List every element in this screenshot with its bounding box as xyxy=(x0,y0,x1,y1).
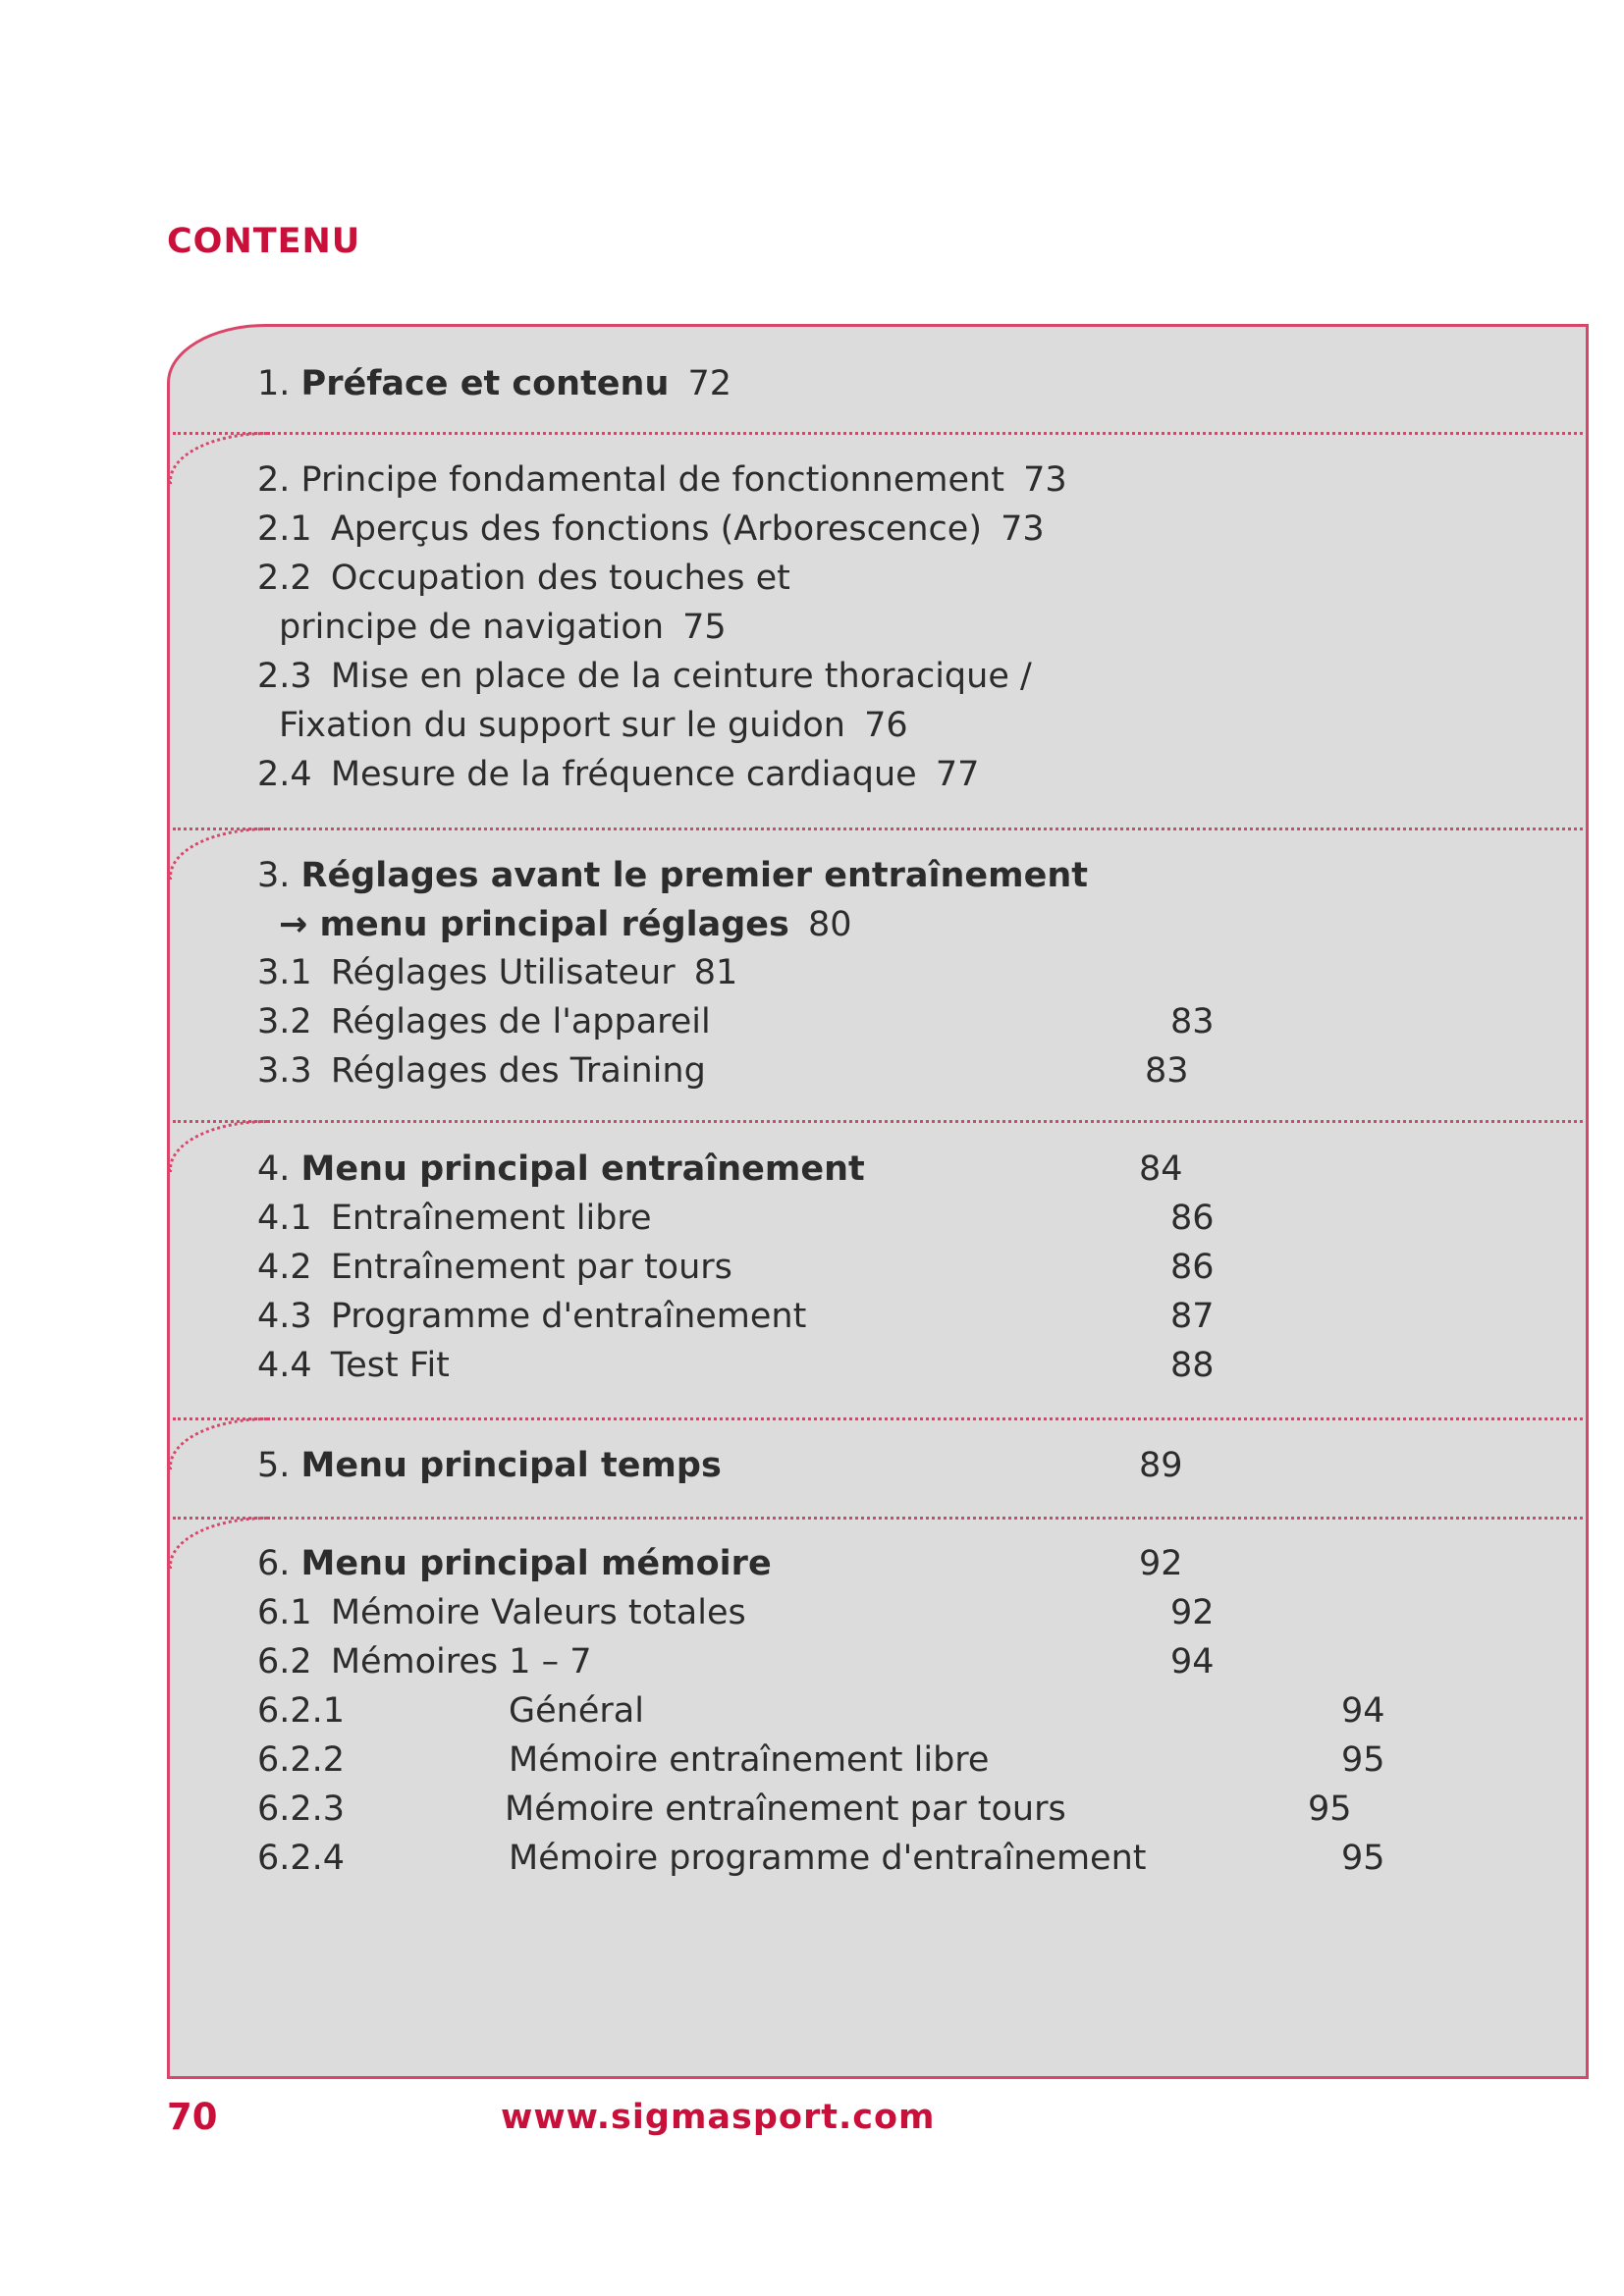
toc-entry-6-2-4-number: 6.2.4 xyxy=(257,1839,346,1878)
section-divider xyxy=(173,1417,1583,1420)
entry-page-3-3: 83 xyxy=(1145,1051,1189,1091)
entry-title: Réglages de l'appareil xyxy=(330,1002,711,1041)
entry-title: Occupation des touches et xyxy=(330,559,790,598)
toc-entry-3-cont[interactable] xyxy=(279,905,852,944)
entry-title: Entraînement par tours xyxy=(330,1248,732,1287)
entry-page: 77 xyxy=(935,755,980,794)
toc-entry-3-1[interactable] xyxy=(257,953,738,992)
entry-title: Entraînement libre xyxy=(330,1199,652,1238)
toc-entry-2-3-cont[interactable] xyxy=(279,706,908,745)
entry-title: Réglages avant le premier entraînement xyxy=(300,856,1088,895)
toc-entry-4-1[interactable] xyxy=(257,1201,652,1236)
entry-number: 6.2 xyxy=(257,1642,312,1682)
entry-title: Test Fit xyxy=(330,1346,450,1385)
section-divider xyxy=(173,432,1583,435)
toc-entry-2-4[interactable] xyxy=(257,755,980,794)
section-divider xyxy=(173,828,1583,830)
toc-entry-1[interactable] xyxy=(257,364,732,403)
entry-page: 75 xyxy=(682,608,727,647)
section-divider xyxy=(173,1517,1583,1520)
toc-entry-5[interactable] xyxy=(257,1446,722,1485)
entry-title: Mise en place de la ceinture thoracique / xyxy=(330,657,1032,696)
toc-entry-6-2-3[interactable]: Mémoire entraînement par tours xyxy=(505,1789,1066,1829)
entry-title: Programme d'entraînement xyxy=(330,1297,807,1336)
section-divider xyxy=(173,1120,1583,1123)
toc-entry-3[interactable] xyxy=(257,856,1088,895)
entry-page-6-2-1: 94 xyxy=(1341,1691,1385,1731)
entry-page-6: 92 xyxy=(1139,1544,1183,1583)
toc-entry-6-2[interactable] xyxy=(257,1642,592,1682)
entry-number: 4.4 xyxy=(257,1346,312,1385)
entry-page-4-3: 87 xyxy=(1170,1297,1215,1336)
entry-page: 73 xyxy=(1001,509,1045,549)
entry-page-6-2: 94 xyxy=(1170,1642,1215,1682)
toc-entry-6-2-1-number: 6.2.1 xyxy=(257,1691,346,1731)
entry-number: 5. xyxy=(257,1446,291,1485)
entry-page-4: 84 xyxy=(1139,1149,1183,1189)
entry-title-cont: principe de navigation xyxy=(279,608,665,647)
entry-page-6-1: 92 xyxy=(1170,1593,1215,1632)
entry-number: 1. xyxy=(257,364,291,403)
entry-number: 3.3 xyxy=(257,1051,312,1091)
entry-page-6-2-3: 95 xyxy=(1308,1789,1352,1829)
entry-page-3-2: 83 xyxy=(1170,1002,1215,1041)
entry-title: Mémoires 1 – 7 xyxy=(330,1642,592,1682)
entry-number: 2.1 xyxy=(257,509,312,549)
toc-entry-6[interactable] xyxy=(257,1544,772,1583)
toc-entry-3-2[interactable] xyxy=(257,1002,711,1041)
entry-number: 4.2 xyxy=(257,1248,312,1287)
toc-entry-2-2-cont[interactable] xyxy=(279,608,727,647)
entry-title: Menu principal entraînement xyxy=(300,1149,865,1189)
entry-number: 4.3 xyxy=(257,1297,312,1336)
toc-entry-4-3[interactable] xyxy=(257,1297,807,1336)
entry-title-cont: → menu principal réglages xyxy=(279,905,789,944)
entry-number: 4.1 xyxy=(257,1199,312,1238)
toc-entry-2-1[interactable] xyxy=(257,509,1045,549)
toc-entry-6-2-1[interactable]: Général xyxy=(509,1691,644,1731)
entry-number: 3.2 xyxy=(257,1002,312,1041)
entry-number: 2. xyxy=(257,460,291,500)
entry-page: 72 xyxy=(687,364,732,403)
entry-title: Mémoire Valeurs totales xyxy=(330,1593,746,1632)
entry-page: 80 xyxy=(808,905,852,944)
page-number: 70 xyxy=(167,2096,218,2138)
toc-entry-2[interactable] xyxy=(257,460,1067,500)
entry-page-6-2-4: 95 xyxy=(1341,1839,1385,1878)
entry-title: Menu principal mémoire xyxy=(300,1544,772,1583)
entry-number: 3. xyxy=(257,856,291,895)
entry-title: Réglages Utilisateur xyxy=(330,953,676,992)
entry-title: Menu principal temps xyxy=(300,1446,722,1485)
entry-page-4-4: 88 xyxy=(1170,1346,1215,1385)
entry-page: 73 xyxy=(1023,460,1067,500)
toc-entry-6-2-4[interactable]: Mémoire programme d'entraînement xyxy=(509,1839,1147,1878)
toc-entry-2-2[interactable] xyxy=(257,561,790,596)
toc-entry-4[interactable] xyxy=(257,1149,865,1189)
entry-number: 6.1 xyxy=(257,1593,312,1632)
entry-page-5: 89 xyxy=(1139,1446,1183,1485)
entry-title: Aperçus des fonctions (Arborescence) xyxy=(330,509,982,549)
toc-entry-2-3[interactable] xyxy=(257,657,1032,696)
entry-title: Réglages des Training xyxy=(330,1051,706,1091)
entry-number: 6. xyxy=(257,1544,291,1583)
entry-number: 2.4 xyxy=(257,755,312,794)
page-title: CONTENU xyxy=(167,222,361,261)
toc-entry-4-4[interactable] xyxy=(257,1346,450,1385)
entry-title: Principe fondamental de fonctionnement xyxy=(300,460,1004,500)
entry-title-cont: Fixation du support sur le guidon xyxy=(279,706,845,745)
entry-number: 3.1 xyxy=(257,953,312,992)
entry-number: 2.3 xyxy=(257,657,312,696)
toc-entry-3-3[interactable] xyxy=(257,1051,706,1091)
toc-entry-6-2-3-number: 6.2.3 xyxy=(257,1789,346,1829)
toc-entry-4-2[interactable] xyxy=(257,1248,732,1287)
entry-title: Préface et contenu xyxy=(300,364,670,403)
entry-page: 76 xyxy=(864,706,908,745)
entry-title: Mesure de la fréquence cardiaque xyxy=(330,755,917,794)
footer-url-link[interactable]: www.sigmasport.com xyxy=(501,2098,936,2137)
toc-entry-6-2-2[interactable]: Mémoire entraînement libre xyxy=(509,1740,990,1780)
entry-number: 2.2 xyxy=(257,559,312,598)
entry-page-4-2: 86 xyxy=(1170,1248,1215,1287)
entry-page-4-1: 86 xyxy=(1170,1199,1215,1238)
entry-page: 81 xyxy=(693,953,738,992)
toc-entry-6-1[interactable] xyxy=(257,1593,746,1632)
entry-number: 4. xyxy=(257,1149,291,1189)
toc-entry-6-2-2-number: 6.2.2 xyxy=(257,1740,346,1780)
entry-page-6-2-2: 95 xyxy=(1341,1740,1385,1780)
